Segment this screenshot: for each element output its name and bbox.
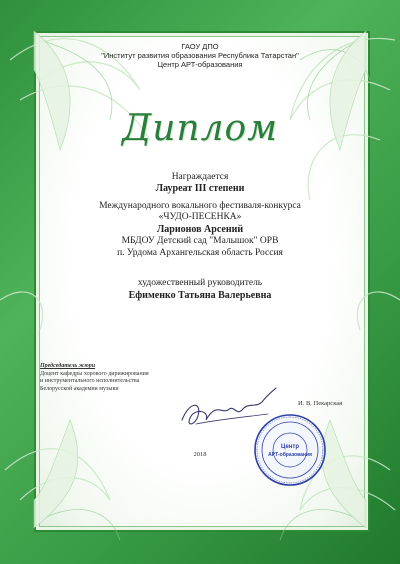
diploma-title: Диплом	[121, 108, 279, 149]
awarded-label: Награждается	[171, 172, 229, 182]
laureate-degree: Лауреат III степени	[155, 183, 245, 194]
stamp-center-line-2: АРТ-образования	[268, 452, 312, 458]
supervisor-label: художественный руководитель	[137, 278, 263, 288]
organization-line-2: "Институт развития образования Республика Татарстан"	[101, 51, 299, 60]
stamp-center-line-1: Центр	[280, 444, 300, 450]
festival-description: Международного вокального фестиваля-конкурса	[99, 201, 301, 211]
institution-location: п. Урдома Архангельская область Россия	[117, 248, 283, 258]
jury-chair-title-2: и инструментального исполнительства	[40, 378, 140, 384]
participant-name: Ларионов Арсений	[156, 224, 244, 235]
jury-chair-title-3: Белорусской академии музыки	[40, 385, 119, 392]
organization-stamp	[253, 413, 327, 487]
jury-chair-heading: Председатель жюри	[40, 363, 96, 369]
jury-chair-title-1: Доцент кафедры хорового дирижирования	[40, 370, 149, 377]
institution-name: МБДОУ Детский сад "Малышок" ОРВ	[121, 236, 279, 246]
festival-name: «ЧУДО-ПЕСЕНКА»	[158, 212, 242, 222]
organization-line-1: ГАОУ ДПО	[181, 42, 219, 51]
jury-chair-signer: И. В. Пекарская	[298, 400, 343, 407]
supervisor-name: Ефименко Татьяна Валерьевна	[128, 290, 272, 301]
organization-line-3: Центр АРТ-образования	[157, 60, 243, 69]
year: 2018	[193, 451, 207, 458]
